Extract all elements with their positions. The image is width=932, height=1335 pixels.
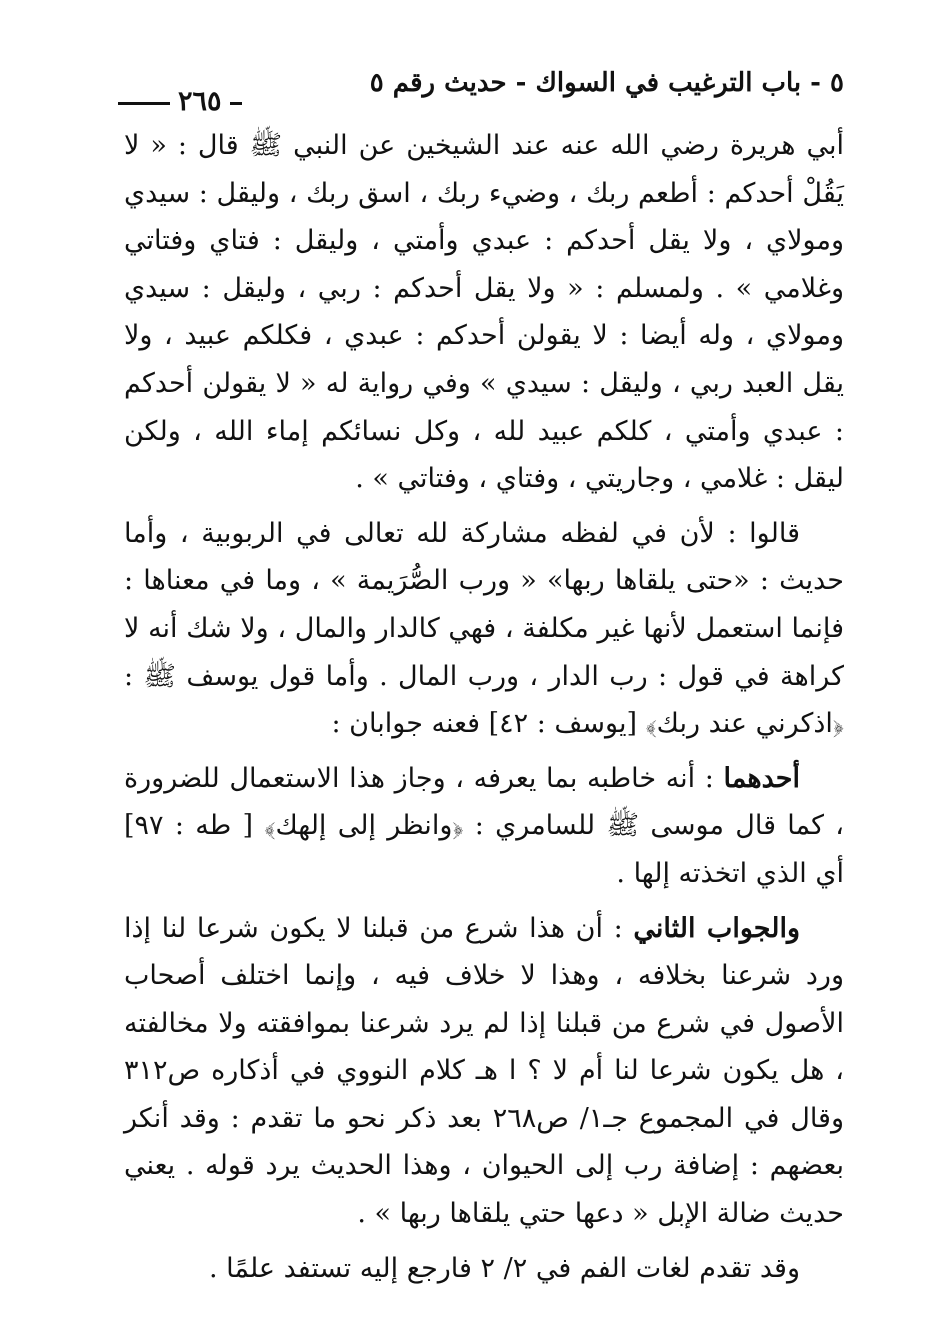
- header-rule-left: [118, 102, 170, 105]
- running-title: ٥ - باب الترغيب في السواك - حديث رقم ٥: [369, 68, 844, 98]
- explanation-paragraph: [124, 510, 844, 748]
- closing-note: [124, 1245, 844, 1293]
- hadith-paragraph: [124, 122, 844, 503]
- page-header: [118, 62, 844, 117]
- first-answer-paragraph: [124, 755, 844, 898]
- first-answer-heading: أحدهما: [723, 762, 800, 794]
- second-answer-text: : أن هذا شرع من قبلنا لا يكون شرعا لنا إذا ورد شرعنا بخلافه ، وهذا لا خلاف فيه ، وإنما اختلف أصحاب الأصول في شرع من قبلنا إذا لم يرد شرعنا بموافقته ولا مخالفته ، هل يكون شرعا لنا أم لا ؟ ا هـ كلام النووي في أذكاره ص٣١٢ وقال في المجموع جـ١/ ص٢٦٨ بعد ذكر نحو ما تقدم : وقد أنكر بعضهم : إضافة رب إلى الحيوان ، وهذا الحديث يرد قوله . يعني حديث ضالة الإبل « دعها حتي يلقاها ربها » .: [124, 912, 844, 1230]
- second-answer-paragraph: [124, 905, 844, 1238]
- first-answer-text: : أنه خاطبه بما يعرفه ، وجاز هذا الاستعمال للضرورة ، كما قال موسى ﷺ للسامري : ﴿وانظر إلى إلهك﴾ [ طه : ٩٧] أي الذي اتخذته إلها .: [124, 762, 844, 889]
- page-number: ٢٦٥: [178, 86, 222, 117]
- explanation-text: قالوا : لأن في لفظه مشاركة لله تعالى في الربوبية ، وأما حديث : «حتى يلقاها ربها» « ورب الصُّرَيمة » ، وما في معناها : فإنما استعمل لأنها غير مكلفة ، فهي كالدار والمال ، ولا شك أنه لا كراهة في قول : رب الدار ، ورب المال . وأما قول يوسف ﷺ : ﴿اذكرني عند ربك﴾ [يوسف : ٤٢] فعنه جوابان :: [124, 517, 844, 740]
- header-rule-right: [230, 102, 242, 105]
- second-answer-heading: والجواب الثاني: [633, 912, 800, 944]
- hadith-text: أبي هريرة رضي الله عنه عند الشيخين عن النبي ﷺ قال : « لا يَقُلْ أحدكم : أطعم ربك ، وضيء ربك ، اسق ربك ، وليقل : سيدي ومولاي ، ولا يقل أحدكم : عبدي وأمتي ، وليقل : فتاي وفتاتي وغلامي » . ولمسلم : « ولا يقل أحدكم : ربي ، وليقل : سيدي ومولاي ، وله أيضا : لا يقولن أحدكم : عبدي ، فكلكم عبيد ، ولا يقل العبد ربي ، وليقل : سيدي » وفي رواية له « لا يقولن أحدكم : عبدي وأمتي ، كلكم عبيد لله ، وكل نسائكم إماء الله ، ولكن ليقل : غلامي ، وجاريتي ، وفتاي ، وفتاتي » .: [124, 130, 844, 495]
- page-body: [124, 122, 844, 1292]
- closing-note-text: وقد تقدم لغات الفم في ٢/ ٢ فارجع إليه تستفد علمًا .: [208, 1252, 800, 1284]
